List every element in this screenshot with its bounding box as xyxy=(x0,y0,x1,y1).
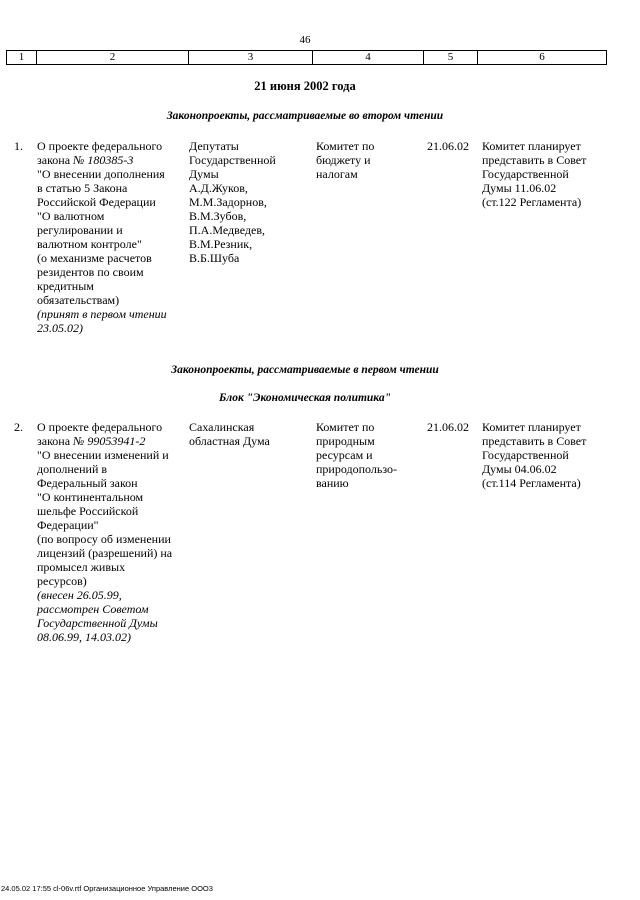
column-number: 3 xyxy=(189,51,313,65)
committee-line: ванию xyxy=(316,476,349,490)
title-line: промысел живых xyxy=(37,560,126,574)
title-line: "О внесении изменений и xyxy=(37,448,169,462)
title-status-line: 23.05.02) xyxy=(37,321,83,335)
bill-number: № 99053941-2 xyxy=(73,434,146,448)
column-number-row xyxy=(6,50,607,65)
title-line: валютном контроле" xyxy=(37,237,142,251)
column-number: 5 xyxy=(424,51,478,65)
column-number: 6 xyxy=(478,51,607,65)
bill-authors xyxy=(189,420,307,448)
title-line: шельфе Российской xyxy=(37,504,139,518)
bill-date: 21.06.02 xyxy=(427,420,469,434)
bill-number: № 180385-3 xyxy=(73,153,134,167)
bill-committee xyxy=(316,139,420,181)
title-line: кредитным xyxy=(37,279,94,293)
note-line: Думы 04.06.02 xyxy=(482,462,557,476)
column-number: 1 xyxy=(7,51,37,65)
committee-line: природным xyxy=(316,434,375,448)
title-line: О проекте федерального xyxy=(37,139,163,153)
bill-note xyxy=(482,420,607,490)
title-line xyxy=(37,153,187,167)
date-heading: 21 июня 2002 года xyxy=(254,79,356,93)
entry-number: 1. xyxy=(14,139,23,153)
note-line: Думы 11.06.02 xyxy=(482,181,557,195)
title-line xyxy=(37,434,187,448)
bill-committee xyxy=(316,420,420,490)
title-line: "О валютном xyxy=(37,209,105,223)
section-heading-second-reading: Законопроекты, рассматриваемые во втором чтении xyxy=(166,110,444,122)
committee-line: природопользо- xyxy=(316,462,397,476)
title-line: лицензий (разрешений) на xyxy=(37,546,173,560)
committee-line: Комитет по xyxy=(316,139,375,153)
author-line: В.М.Резник, xyxy=(189,237,253,251)
note-line: Государственной xyxy=(482,167,569,181)
document-footer: 24.05.02 17:55 cl-06v.rtf Организационное Управление ООО3 xyxy=(1,884,213,893)
title-status-line: 08.06.99, 14.03.02) xyxy=(37,630,131,644)
column-number: 2 xyxy=(37,51,189,65)
committee-line: бюджету и xyxy=(316,153,371,167)
committee-line: Комитет по xyxy=(316,420,375,434)
committee-line: ресурсам и xyxy=(316,448,373,462)
author-line: П.А.Медведев, xyxy=(189,223,265,237)
title-line: Федеральный закон xyxy=(37,476,138,490)
note-line: представить в Совет xyxy=(482,434,587,448)
title-status-line: рассмотрен Советом xyxy=(37,602,149,616)
title-status-line: (внесен 26.05.99, xyxy=(37,588,122,602)
note-line: Комитет планирует xyxy=(482,139,581,153)
note-line: Государственной xyxy=(482,448,569,462)
author-line: В.Б.Шуба xyxy=(189,251,240,265)
bill-title xyxy=(37,139,187,335)
bill-date: 21.06.02 xyxy=(427,139,469,153)
title-status-line: Государственной Думы xyxy=(37,616,158,630)
author-line: А.Д.Жуков, xyxy=(189,181,248,195)
page-number: 46 xyxy=(299,34,311,46)
note-line: Комитет планирует xyxy=(482,420,581,434)
author-line: В.М.Зубов, xyxy=(189,209,247,223)
note-line: представить в Совет xyxy=(482,153,587,167)
title-line: в статью 5 Закона xyxy=(37,181,128,195)
committee-line: налогам xyxy=(316,167,358,181)
entry-number: 2. xyxy=(14,420,23,434)
title-line: "О континентальном xyxy=(37,490,144,504)
title-line: обязательствам) xyxy=(37,293,120,307)
author-line: Депутаты xyxy=(189,139,239,153)
bill-note xyxy=(482,139,607,209)
author-line: Сахалинская xyxy=(189,420,255,434)
title-line: Федерации" xyxy=(37,518,99,532)
block-heading: Блок "Экономическая политика" xyxy=(218,392,391,404)
note-line: (ст.114 Регламента) xyxy=(482,476,581,490)
title-line: Российской Федерации xyxy=(37,195,156,209)
title-line: (о механизме расчетов xyxy=(37,251,152,265)
bill-authors xyxy=(189,139,307,265)
title-status-line: (принят в первом чтении xyxy=(37,307,167,321)
column-number: 4 xyxy=(313,51,424,65)
title-line: "О внесении дополнения xyxy=(37,167,165,181)
title-line: ресурсов) xyxy=(37,574,87,588)
author-line: Государственной xyxy=(189,153,276,167)
title-line: регулировании и xyxy=(37,223,123,237)
title-line-prefix: закона xyxy=(37,153,74,167)
bill-title xyxy=(37,420,187,644)
section-heading-first-reading: Законопроекты, рассматриваемые в первом чтении xyxy=(171,364,439,376)
title-line-prefix: закона xyxy=(37,434,74,448)
author-line: М.М.Задорнов, xyxy=(189,195,267,209)
title-line: дополнений в xyxy=(37,462,108,476)
note-line: (ст.122 Регламента) xyxy=(482,195,582,209)
title-line: резидентов по своим xyxy=(37,265,144,279)
author-line: Думы xyxy=(189,167,219,181)
title-line: О проекте федерального xyxy=(37,420,163,434)
title-line: (по вопросу об изменении xyxy=(37,532,171,546)
author-line: областная Дума xyxy=(189,434,270,448)
